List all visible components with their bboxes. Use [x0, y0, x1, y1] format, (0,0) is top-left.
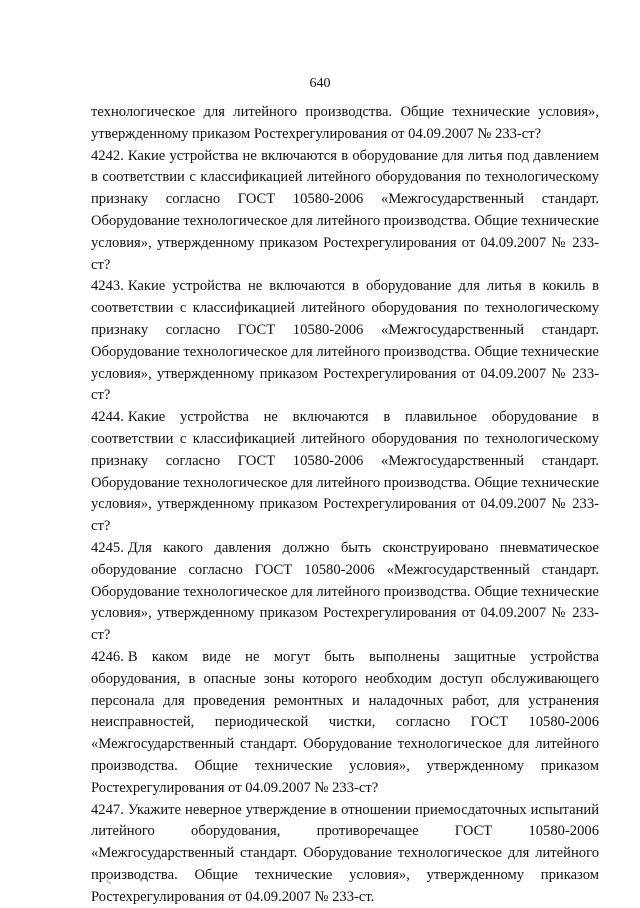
question-text: Какие устройства не включаются в оборудование для литья под давлением в соответствии с классификацией литейного оборудования по технологическому признаку согласно ГОСТ 10580-2006 «Межгосударственный стандарт. Оборудование технологическое для литейного производства. Общие технические условия», утвержденному приказом Ростехрегулирования от 04.09.2007 № 233-ст?: [91, 148, 599, 273]
question-4242: [91, 146, 599, 277]
page-content: [91, 102, 599, 908]
question-4246: [91, 647, 599, 800]
question-number: 4242.: [91, 148, 124, 164]
question-text: Какие устройства не включаются в плавильное оборудование в соответствии с классификацией литейного оборудования по технологическому признаку согласно ГОСТ 10580-2006 «Межгосударственный стандарт. Оборудование технологическое для литейного производства. Общие технические условия», утвержденному приказом Ростехрегулирования от 04.09.2007 № 233-ст?: [91, 409, 599, 534]
question-text: Для какого давления должно быть сконструировано пневматическое оборудование согласно ГОСТ 10580-2006 «Межгосударственный стандарт. Оборудование технологическое для литейного производства. Общие технические условия», утвержденному приказом Ростехрегулирования от 04.09.2007 № 233-ст?: [91, 540, 599, 643]
question-number: 4246.: [91, 649, 124, 665]
question-text: В каком виде не могут быть выполнены защитные устройства оборудования, в опасные зоны которого необходим доступ обслуживающего персонала для проведения ремонтных и наладочных работ, для устранения неисправностей, периодической чистки, согласно ГОСТ 10580-2006 «Межгосударственный стандарт. Оборудование технологическое для литейного производства. Общие технические условия», утвержденному приказом Ростехрегулирования от 04.09.2007 № 233-ст?: [91, 649, 599, 796]
question-text: Какие устройства не включаются в оборудование для литья в кокиль в соответствии с классификацией литейного оборудования по технологическому признаку согласно ГОСТ 10580-2006 «Межгосударственный стандарт. Оборудование технологическое для литейного производства. Общие технические условия», утвержденному приказом Ростехрегулирования от 04.09.2007 № 233-ст?: [91, 278, 599, 403]
paragraph-text: технологическое для литейного производства. Общие технические условия», утвержденному приказом Ростехрегулирования от 04.09.2007 № 233-ст?: [91, 104, 599, 142]
question-number: 4243.: [91, 278, 124, 294]
question-4244: [91, 407, 599, 538]
scan-mark-icon: [104, 873, 114, 885]
question-4245: [91, 538, 599, 647]
question-4247: [91, 800, 599, 908]
question-number: 4244.: [91, 409, 124, 425]
question-number: 4245.: [91, 540, 124, 556]
question-number: 4247.: [91, 802, 124, 818]
question-text: Укажите неверное утверждение в отношении приемосдаточных испытаний литейного оборудования, противоречащее ГОСТ 10580-2006 «Межгосударственный стандарт. Оборудование технологическое для литейного производства. Общие технические условия», утвержденному приказом Ростехрегулирования от 04.09.2007 № 233-ст.: [91, 802, 599, 905]
page-number: 640: [0, 76, 640, 92]
paragraph-continuation: [91, 102, 599, 146]
question-4243: [91, 276, 599, 407]
